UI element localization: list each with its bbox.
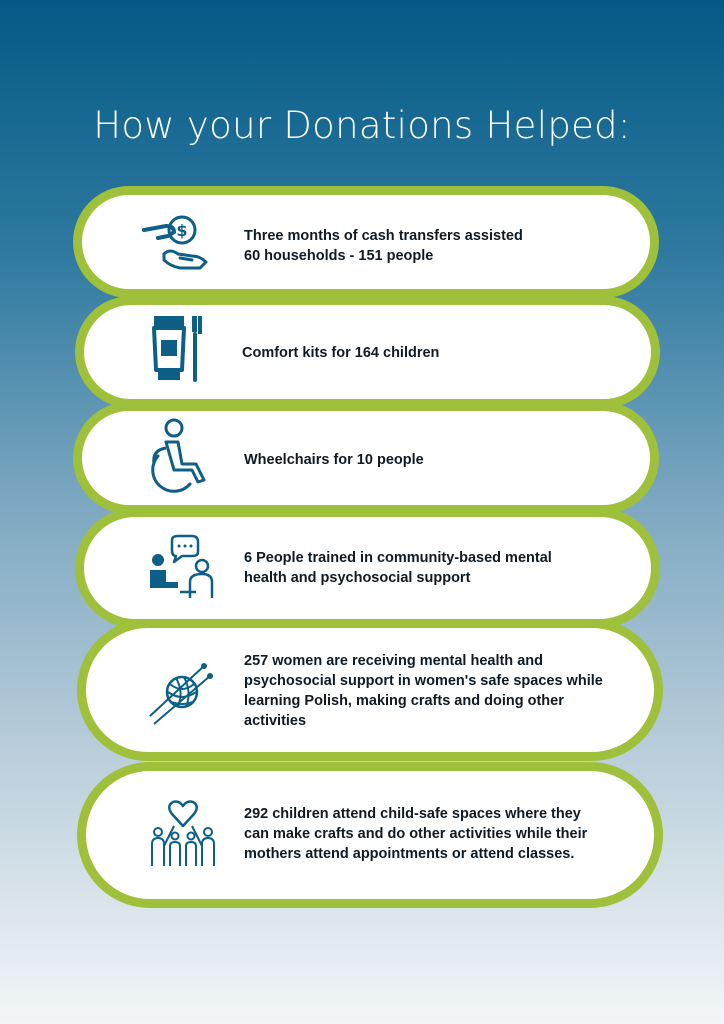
heart-family-icon xyxy=(148,800,218,870)
card-2-line-1: Comfort kits for 164 children xyxy=(242,345,440,361)
card-6-line-3: mothers attend appointments or attend classes. xyxy=(244,846,575,862)
card-6-text xyxy=(244,804,634,864)
page-title: How your Donations Helped: xyxy=(93,104,631,147)
wheelchair-icon xyxy=(140,418,210,494)
card-3-line-1: Wheelchairs for 10 people xyxy=(244,452,424,468)
card-5-text xyxy=(244,651,634,731)
card-6-line-2: can make crafts and do other activities while their xyxy=(244,826,588,842)
card-5-line-2: psychosocial support in women's safe spaces while xyxy=(244,673,603,689)
card-4-text xyxy=(244,548,624,588)
card-4-line-2: health and psychosocial support xyxy=(244,570,471,586)
card-6-line-1: 292 children attend child-safe spaces where they xyxy=(244,806,581,822)
svg-text:$: $ xyxy=(176,221,188,240)
hand-coin-icon xyxy=(140,214,212,272)
card-1-line-2: 60 households - 151 people xyxy=(244,248,434,264)
card-5-line-1: 257 women are receiving mental health and xyxy=(244,653,543,669)
card-5-line-4: activities xyxy=(244,713,307,729)
yarn-ball-icon xyxy=(148,658,216,726)
card-3-text xyxy=(244,450,624,470)
card-1-line-1: Three months of cash transfers assisted xyxy=(244,228,523,244)
toothpaste-toothbrush-icon xyxy=(148,314,208,382)
card-2-text xyxy=(242,343,622,363)
card-4-line-1: 6 People trained in community-based mental xyxy=(244,550,552,566)
card-1-text xyxy=(244,226,624,266)
counseling-icon xyxy=(146,536,218,602)
card-5-line-3: learning Polish, making crafts and doing other xyxy=(244,693,564,709)
